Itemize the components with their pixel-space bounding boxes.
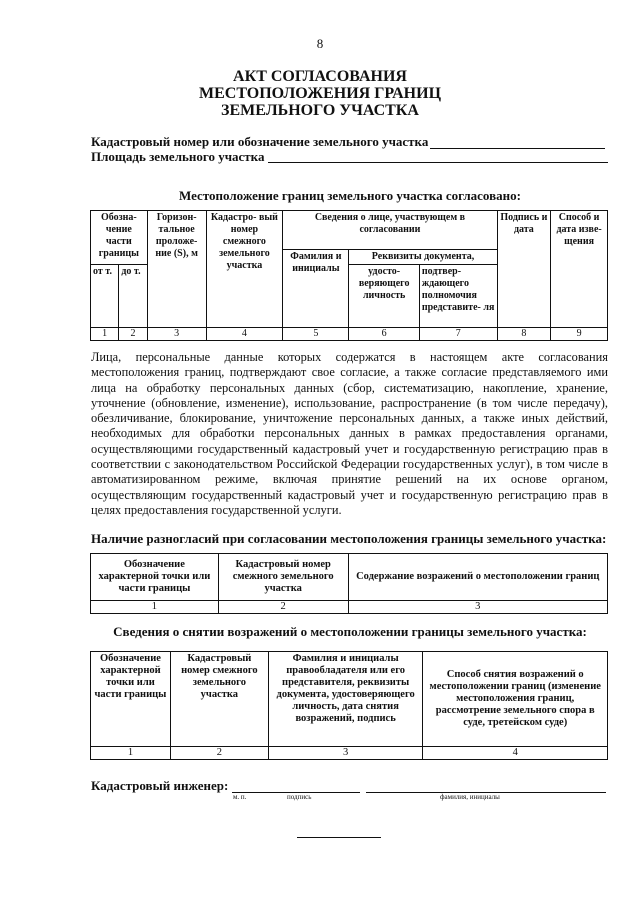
- col-doc-authority: подтвер- ждающего полномочия представите- ля: [419, 265, 497, 328]
- col-docs: Реквизиты документа,: [349, 250, 497, 265]
- footer-divider: [297, 837, 381, 838]
- consent-paragraph: Лица, персональные данные которых содержатся в настоящем акте согласования местоположения границ, подтверждают свое согласие, а также согласие представляемого ими лица на обработку персональных данных (сбор, систематизацию, накопление, хранение, уточнение (обновление, изменение), использование, распространение (в том числе передачу), обезличивание, блокирование, уничтожение персональных данных, а также иных действий, необходимых для обработки персональных данных в рамках предоставления органами, осуществляющими государственный кадастровый учет и государственную регистрацию прав в соответствии с законодательством Российской Федерации государственных услуг), в том числе в автоматизированном режиме, включая принятие решений на их основе органом, осуществляющим государственный кадастровый учет и государственную регистрацию прав в целях предоставления государственной услуги.: [91, 350, 608, 517]
- table-cell: 4: [206, 328, 283, 341]
- cadastral-label: Кадастровый номер или обозначение земельного участка: [91, 134, 429, 149]
- col-objections: Содержание возражений о местоположении границ: [348, 554, 607, 601]
- table-cell: 2: [218, 601, 348, 614]
- table1-number-row: [91, 328, 608, 341]
- table-cell: 1: [91, 601, 219, 614]
- table-cell: 2: [170, 747, 268, 760]
- signature-caption: подпись: [287, 793, 312, 801]
- table3-caption: Сведения о снятии возражений о местоположении границы земельного участка:: [113, 624, 587, 639]
- table2-caption: Наличие разногласий при согласовании местоположения границы земельного участка:: [91, 531, 607, 546]
- area-blank-line: [268, 162, 608, 163]
- table-cell: 4: [423, 747, 608, 760]
- col-removal-method: Способ снятия возражений о местоположении границ (изменение местоположения границ, рассмотрение земельного спора в суде, третейском суде): [423, 652, 608, 747]
- page-number: 8: [316, 36, 324, 51]
- table-cell: 7: [419, 328, 497, 341]
- title-line-2: МЕСТОПОЛОЖЕНИЯ ГРАНИЦ: [198, 85, 442, 102]
- col-adjacent-cadastral: Кадастровый номер смежного земельного участка: [218, 554, 348, 601]
- cadastral-blank-line: [430, 148, 605, 149]
- table-cell: 1: [91, 328, 119, 341]
- table-cell: 6: [349, 328, 419, 341]
- table-cell: 3: [348, 601, 607, 614]
- name-caption: фамилия, инициалы: [440, 793, 500, 801]
- agreement-table: [90, 210, 608, 341]
- col-doc-identity: удосто- веряющего личность: [349, 265, 419, 328]
- col-adjacent-cadastral: Кадастровый номер смежного земельного участка: [170, 652, 268, 747]
- col-cadastral: Кадастро- вый номер смежного земельного участка: [206, 211, 283, 328]
- engineer-label: Кадастровый инженер:: [91, 778, 229, 793]
- table-cell: 2: [119, 328, 147, 341]
- col-point: Обозначение характерной точки или части границы: [91, 554, 219, 601]
- col-signature: Подпись и дата: [497, 211, 551, 328]
- col-designation: Обозна- чение части границы: [91, 211, 148, 265]
- table2-number-row: [91, 601, 608, 614]
- col-from: от т.: [91, 265, 119, 328]
- table-cell: 8: [497, 328, 551, 341]
- table-cell: 1: [91, 747, 171, 760]
- document-title: [0, 68, 640, 119]
- table1-caption: Местоположение границ земельного участка согласовано:: [179, 188, 521, 203]
- col-name: Фамилия и инициалы: [283, 250, 349, 328]
- col-point: Обозначение характерной точки или части границы: [91, 652, 171, 747]
- col-person-group: Сведения о лице, участвующем в согласовании: [283, 211, 497, 250]
- col-horizontal: Горизон- тальное проложе- ние (S), м: [147, 211, 206, 328]
- col-to: до т.: [119, 265, 147, 328]
- title-line-1: АКТ СОГЛАСОВАНИЯ: [233, 68, 407, 85]
- table3-number-row: [91, 747, 608, 760]
- table-cell: 5: [283, 328, 349, 341]
- col-notice: Способ и дата изве- щения: [551, 211, 608, 328]
- table-cell: 3: [268, 747, 423, 760]
- objections-removal-table: [90, 651, 608, 760]
- mp-caption: м. п.: [233, 793, 247, 801]
- table-cell: 9: [551, 328, 608, 341]
- table-cell: 3: [147, 328, 206, 341]
- area-label: Площадь земельного участка: [91, 149, 265, 164]
- col-owner: Фамилия и инициалы правообладателя или его представителя, реквизиты документа, удостоверяющего личность, дата снятия возражений, подпись: [268, 652, 423, 747]
- title-line-3: ЗЕМЕЛЬНОГО УЧАСТКА: [221, 102, 419, 119]
- disagreements-table: [90, 553, 608, 614]
